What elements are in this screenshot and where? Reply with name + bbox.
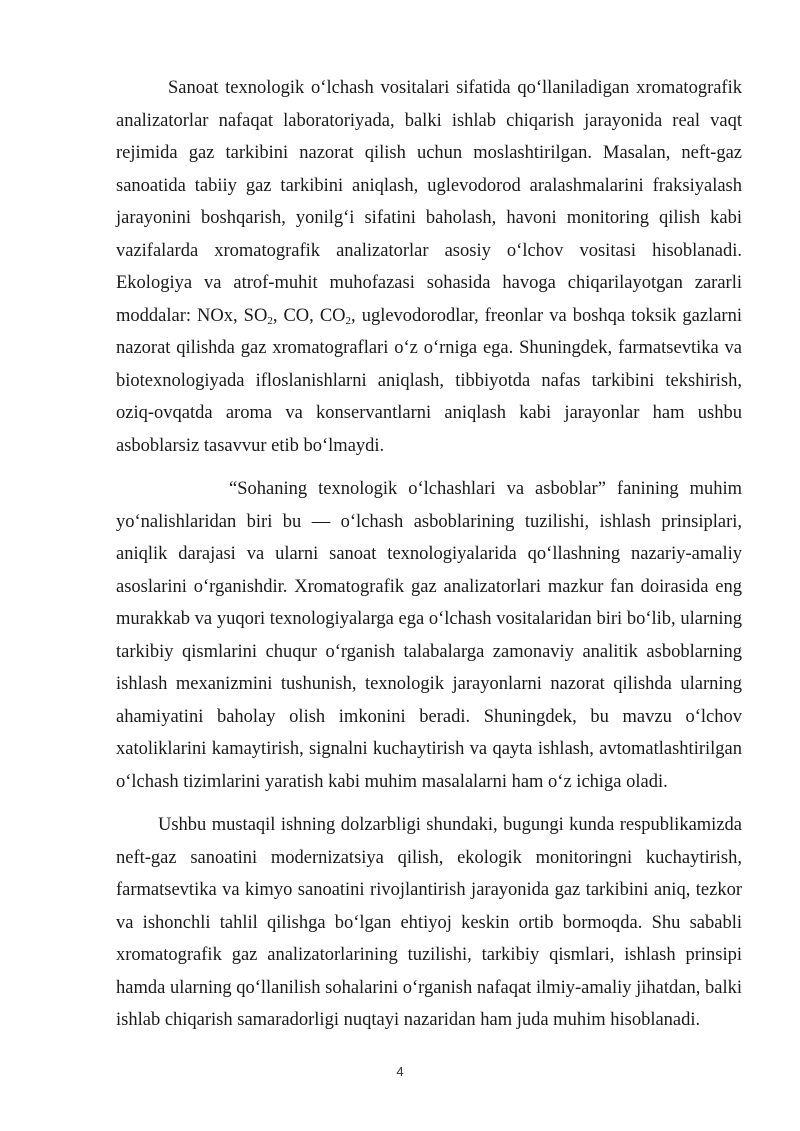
paragraph-1-text-b: , CO, CO (272, 305, 346, 326)
so2-subscript: 2 (267, 314, 273, 327)
paragraph-3: Ushbu mustaqil ishning dolzarbligi shundaki, bugungi kunda respublikamizda neft-gaz sanoatini modernizatsiya qilish, ekologik monitoringni kuchaytirish, farmatsevtika va kimyo sanoatini rivojlantirish jarayonida gaz tarkibini aniq, tezkor va ishonchli tahlil qilishga bo‘lgan ehtiyoj keskin ortib bormoqda. Shu sababli xromatografik gaz analizatorlarining tuzilishi, tarkibiy qismlari, ishlash prinsipi hamda ularning qo‘llanilish sohalarini o‘rganish nafaqat ilmiy-amaliy jihatdan, balki ishlab chiqarish samaradorligi nuqtayi nazaridan ham juda muhim hisoblanadi. (116, 815, 742, 1030)
paragraph-1 (116, 72, 742, 462)
page-number: 4 (396, 1064, 404, 1079)
paragraph-2: “Sohaning texnologik o‘lchashlari va asboblar” fanining muhim yo‘nalishlaridan biri bu — o‘lchash asboblarining tuzilishi, ishlash prinsiplari, aniqlik darajasi va ularni sanoat texnologiyalarida qo‘llashning nazariy-amaliy asoslarini o‘rganishdir. Xromatografik gaz analizatorlari mazkur fan doirasida eng murakkab va yuqori texnologiyalarga ega o‘lchash vositalaridan biri bo‘lib, ularning tarkibiy qismlarini chuqur o‘rganish talabalarga zamonaviy analitik asboblarning ishlash mexanizmini tushunish, texnologik jarayonlarni nazorat qilishda ularning ahamiyatini baholay olish imkonini beradi. Shuningdek, bu mavzu o‘lchov xatoliklarini kamaytirish, signalni kuchaytirish va qayta ishlash, avtomatlashtirilgan o‘lchash tizimlarini yaratish kabi muhim masalalarni ham o‘z ichiga oladi. (116, 479, 742, 792)
paragraph-1-text-a: Sanoat texnologik o‘lchash vositalari sifatida qo‘llaniladigan xromatografik analizatorlar nafaqat laboratoriyada, balki ishlab chiqarish jarayonida real vaqt rejimida gaz tarkibini nazorat qilish uchun moslashtirilgan. Masalan, neft-gaz sanoatida tabiiy gaz tarkibini aniqlash, uglevodorod aralashmalarini fraksiyalash jarayonini boshqarish, yonilg‘i sifatini baholash, havoni monitoring qilish kabi vazifalarda xromatografik analizatorlar asosiy o‘lchov vositasi hisoblanadi. Ekologiya va atrof-muhit muhofazasi sohasida havoga chiqarilayotgan zararli moddalar: NOx, SO (116, 78, 742, 326)
paragraph-1-text-c: , uglevodorodlar, freonlar va boshqa toksik gazlarni nazorat qilishda gaz xromatograflari o‘z o‘rniga ega. Shuningdek, farmatsevtika va biotexnologiyada ifloslanishlarni aniqlash, tibbiyotda nafas tarkibini tekshirish, oziq-ovqatda aroma va konservantlarni aniqlash kabi jarayonlar ham ushbu asboblarsiz tasavvur etib bo‘lmaydi. (116, 305, 742, 456)
document-body (116, 72, 742, 1037)
co2-subscript: 2 (345, 314, 352, 327)
